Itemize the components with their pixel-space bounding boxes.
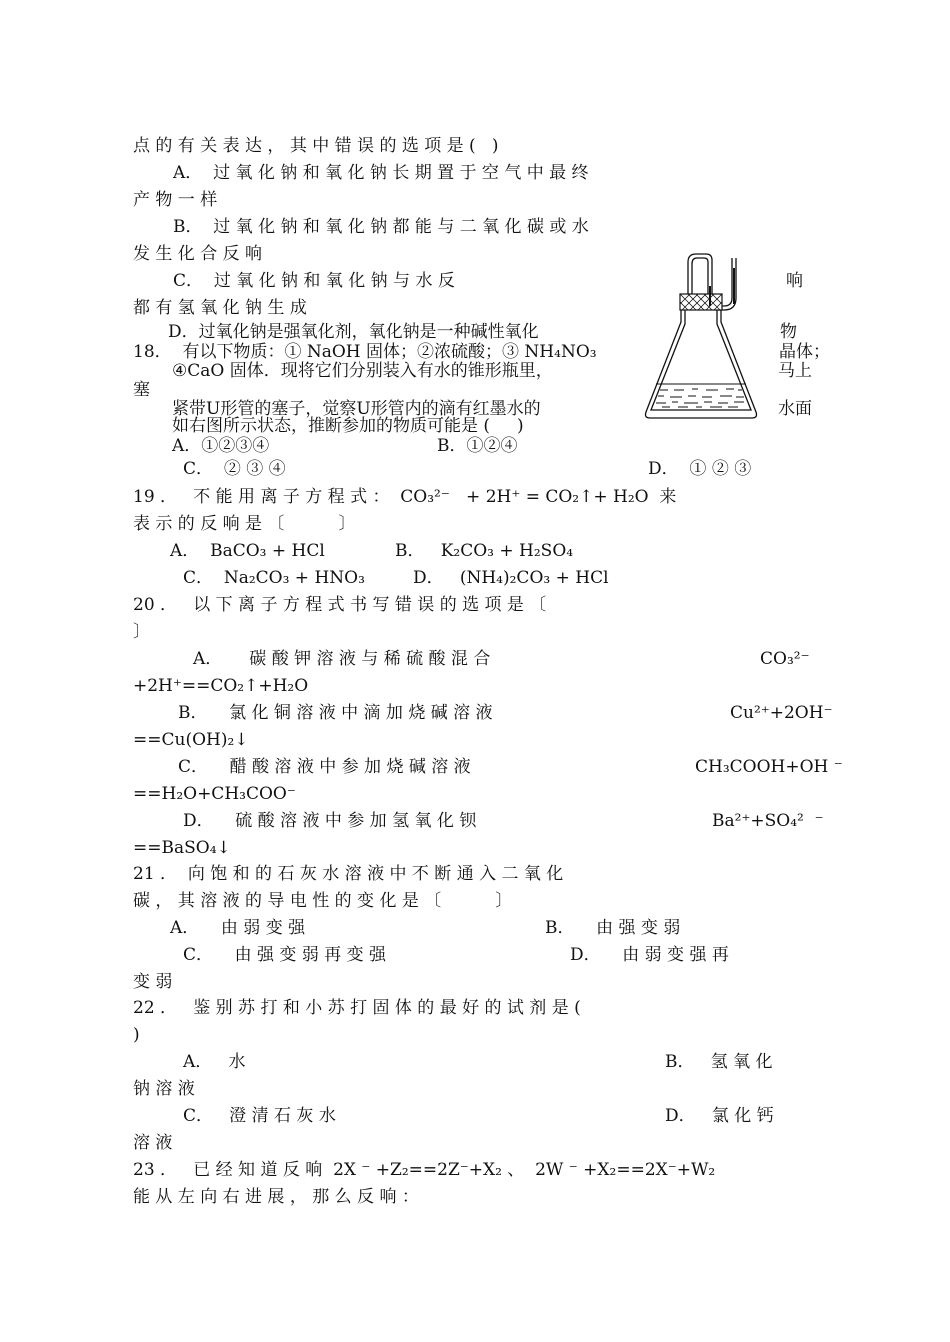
q20-option-d: D． 硫 酸 溶 液 中 参 加 氢 氧 化 钡 xyxy=(183,811,477,831)
q18-option-b: B．①②④ xyxy=(437,436,518,456)
q17-option-d: D．过氧化钠是强氧化剂，氧化钠是一种碱性氧化 xyxy=(168,322,539,342)
q19-stem-cont: 表 示 的 反 响 是 〔 〕 xyxy=(133,514,356,534)
q19-option-a: A． BaCO₃ + HCl xyxy=(170,541,325,561)
q20-stem: 20 ． 以 下 离 子 方 程 式 书 写 错 误 的 选 项 是 〔 xyxy=(133,595,547,615)
q17-option-a: A． 过 氧 化 钠 和 氧 化 钠 长 期 置 于 空 气 中 最 终 xyxy=(173,163,589,183)
q22-option-a: A． 水 xyxy=(183,1052,246,1072)
q20-option-d-cont: ==BaSO₄↓ xyxy=(133,838,231,858)
q21-option-a: A． 由 弱 变 强 xyxy=(170,918,306,938)
q17-option-c-right: 响 xyxy=(786,271,803,291)
q22-option-b: B． 氢 氧 化 xyxy=(665,1052,773,1072)
q21-stem: 21 ． 向 饱 和 的 石 灰 水 溶 液 中 不 断 通 入 二 氧 化 xyxy=(133,864,564,884)
q18-stem: 18． 有以下物质：① NaOH 固体；②浓硫酸；③ NH₄NO₃ xyxy=(133,342,597,362)
q20-option-c: C． 醋 酸 溶 液 中 参 加 烧 碱 溶 液 xyxy=(178,757,471,777)
conical-flask-u-tube-diagram xyxy=(640,252,770,427)
q22-option-d-cont: 溶 液 xyxy=(133,1133,173,1153)
q18-stem-line3: 紧带U形管的塞子，觉察U形管内的滴有红墨水的 xyxy=(172,399,541,419)
q21-stem-cont: 碳 ， 其 溶 液 的 导 电 性 的 变 化 是 〔 〕 xyxy=(133,891,513,911)
q20-option-b-cont: ==Cu(OH)₂↓ xyxy=(133,730,249,750)
q20-option-b-formula: Cu²⁺+2OH⁻ xyxy=(730,703,833,723)
q18-stem-right: 晶体； xyxy=(779,342,830,362)
q18-option-d: D． ① ② ③ xyxy=(648,459,752,479)
q22-stem-cont: ) xyxy=(133,1025,140,1045)
q20-option-b: B． 氯 化 铜 溶 液 中 滴 加 烧 碱 溶 液 xyxy=(178,703,493,723)
q21-option-b: B． 由 强 变 弱 xyxy=(545,918,681,938)
q19-option-d: D． (NH₄)₂CO₃ + HCl xyxy=(413,568,609,588)
q21-option-d: D． 由 弱 变 强 再 xyxy=(570,945,729,965)
q22-option-c: C． 澄 清 石 灰 水 xyxy=(183,1106,336,1126)
q20-stem-cont: 〕 xyxy=(133,622,150,642)
q17-option-c: C． 过 氧 化 钠 和 氧 化 钠 与 水 反 xyxy=(173,271,455,291)
q20-option-c-formula: CH₃COOH+OH ⁻ xyxy=(695,757,843,777)
q18-stem-line3-right: 水面 xyxy=(778,399,812,419)
q18-stem-line2-right: 马上 xyxy=(778,361,812,381)
q18-option-c: C． ② ③ ④ xyxy=(183,459,286,479)
q17-option-b-cont: 发 生 化 合 反 响 xyxy=(133,244,263,264)
q22-option-b-cont: 钠 溶 液 xyxy=(133,1079,195,1099)
q17-stem-tail: 点 的 有 关 表 达 ， 其 中 错 误 的 选 项 是 ( ) xyxy=(133,136,499,156)
q23-stem: 23 ． 已 经 知 道 反 响 2X ⁻ +Z₂==2Z⁻+X₂ 、 2W ⁻ +X₂==2X⁻+W₂ xyxy=(133,1160,716,1180)
q20-option-d-formula: Ba²⁺+SO₄² ⁻ xyxy=(712,811,824,831)
q22-option-d: D． 氯 化 钙 xyxy=(665,1106,774,1126)
q17-option-b: B． 过 氧 化 钠 和 氧 化 钠 都 能 与 二 氧 化 碳 或 水 xyxy=(173,217,589,237)
q18-option-a: A．①②③④ xyxy=(172,436,270,456)
q18-stem-line2-wrap: 塞 xyxy=(133,380,150,400)
q22-stem: 22 ． 鉴 别 苏 打 和 小 苏 打 固 体 的 最 好 的 试 剂 是 ( xyxy=(133,998,581,1018)
q21-option-d-cont: 变 弱 xyxy=(133,972,173,992)
q18-stem-line2: ④CaO 固体．现将它们分别装入有水的锥形瓶里， xyxy=(172,361,553,381)
q20-option-a-formula: CO₃²⁻ xyxy=(760,649,810,669)
q17-option-c-cont: 都 有 氢 氧 化 钠 生 成 xyxy=(133,298,307,318)
q17-option-d-right: 物 xyxy=(780,322,797,342)
q19-option-b: B． K₂CO₃ + H₂SO₄ xyxy=(395,541,574,561)
q21-option-c: C． 由 强 变 弱 再 变 强 xyxy=(183,945,387,965)
q20-option-a-cont: +2H⁺==CO₂↑+H₂O xyxy=(133,676,309,696)
q19-stem: 19 ． 不 能 用 离 子 方 程 式 ： CO₃²⁻ + 2H⁺ = CO₂↑+ H₂O 来 xyxy=(133,487,677,507)
q20-option-a: A． 碳 酸 钾 溶 液 与 稀 硫 酸 混 合 xyxy=(193,649,491,669)
q20-option-c-cont: ==H₂O+CH₃COO⁻ xyxy=(133,784,296,804)
q19-option-c: C． Na₂CO₃ + HNO₃ xyxy=(183,568,365,588)
q18-stem-line4: 如右图所示状态，推断参加的物质可能是 ( ) xyxy=(172,416,524,436)
q17-option-a-cont: 产 物 一 样 xyxy=(133,190,218,210)
q23-stem-cont: 能 从 左 向 右 进 展 ， 那 么 反 响 ： xyxy=(133,1187,419,1207)
